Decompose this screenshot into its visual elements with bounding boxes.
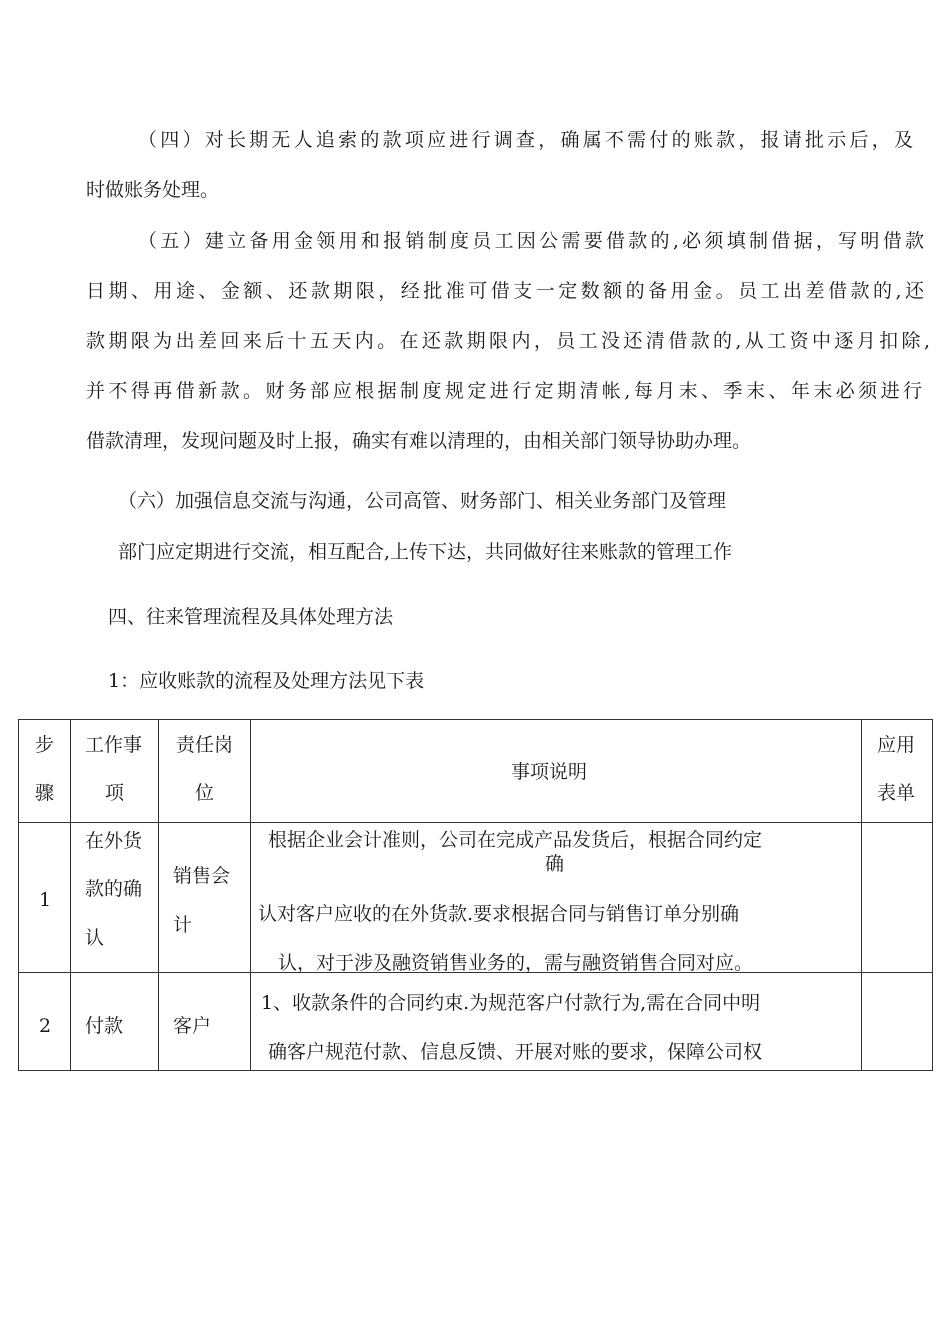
header-description (251, 720, 862, 823)
header-task (71, 720, 159, 823)
row2-form (862, 973, 933, 1071)
table-header-row (19, 720, 933, 823)
row2-task (71, 973, 159, 1071)
paragraph-5-line-4: 并不得再借新款。财务部应根据制度规定进行定期清帐,每月末、季末、年末必须进行 (86, 380, 922, 402)
header-step-line-1: 步 (35, 734, 55, 756)
header-task-line-2: 项 (105, 782, 125, 804)
row2-role (159, 973, 251, 1071)
row1-role (159, 823, 251, 973)
header-form (862, 720, 933, 823)
row1-role-line-2: 计 (173, 914, 193, 936)
row2-role-label: 客户 (173, 1015, 212, 1037)
row1-task-line-3: 认 (85, 927, 105, 949)
header-form-line-2: 表单 (877, 782, 916, 804)
row1-form (862, 823, 933, 973)
paragraph-4-line-2: 时做账务处理。 (86, 179, 220, 201)
receivables-process-table (18, 719, 933, 1071)
header-task-line-1: 工作事 (85, 734, 143, 756)
section-heading: 四、往来管理流程及具体处理方法 (108, 606, 394, 628)
row2-task-label: 付款 (85, 1015, 124, 1037)
header-step-line-2: 骤 (35, 782, 55, 804)
row2-step-number: 2 (39, 1015, 52, 1037)
row1-step (19, 823, 71, 973)
header-role (159, 720, 251, 823)
row1-description-line-4: 认，对于涉及融资销售业务的，需与融资销售合同对应。 (278, 952, 754, 974)
paragraph-6-line-2: 部门应定期进行交流，相互配合,上传下达，共同做好往来账款的管理工作 (118, 541, 733, 563)
header-description-label: 事项说明 (511, 761, 588, 783)
row2-description-line-2: 确客户规范付款、信息反馈、开展对账的要求，保障公司权 (268, 1041, 763, 1063)
row1-description-line-2: 确 (545, 853, 565, 875)
table-row (19, 823, 933, 973)
row2-description-line-1: 1、收款条件的合同约束.为规范客户付款行为,需在合同中明 (261, 992, 761, 1014)
paragraph-5-line-2: 日期、用途、金额、还款期限，经批准可借支一定数额的备用金。员工出差借款的,还 (86, 280, 924, 302)
row1-description-line-1: 根据企业会计准则，公司在完成产品发货后，根据合同约定 (268, 829, 763, 851)
header-form-line-1: 应用 (877, 734, 916, 756)
table-row (19, 973, 933, 1071)
paragraph-4-line-1: （四）对长期无人追索的款项应进行调查，确属不需付的账款，报请批示后，及 (138, 129, 913, 151)
row1-description (251, 823, 862, 973)
row2-step (19, 973, 71, 1071)
row1-description-line-3: 认对客户应收的在外货款.要求根据合同与销售订单分别确 (258, 903, 740, 925)
header-role-line-1: 责任岗 (176, 734, 234, 756)
row1-task-line-2: 款的确 (85, 878, 143, 900)
header-step (19, 720, 71, 823)
row2-description (251, 973, 862, 1071)
paragraph-5-line-1: （五）建立备用金领用和报销制度员工因公需要借款的,必须填制借据，写明借款 (138, 230, 924, 252)
table-caption: 1：应收账款的流程及处理方法见下表 (108, 670, 425, 692)
row1-task (71, 823, 159, 973)
row1-role-line-1: 销售会 (173, 865, 231, 887)
row1-step-number: 1 (39, 889, 52, 911)
paragraph-6-line-1: （六）加强信息交流与沟通，公司高管、财务部门、相关业务部门及管理 (118, 490, 727, 512)
paragraph-5-line-5: 借款清理，发现问题及时上报，确实有难以清理的，由相关部门领导协助办理。 (86, 430, 752, 452)
header-role-line-2: 位 (195, 782, 215, 804)
paragraph-5-line-3: 款期限为出差回来后十五天内。在还款期限内，员工没还清借款的,从工资中逐月扣除, (86, 330, 930, 352)
row1-task-line-1: 在外货 (85, 830, 143, 852)
